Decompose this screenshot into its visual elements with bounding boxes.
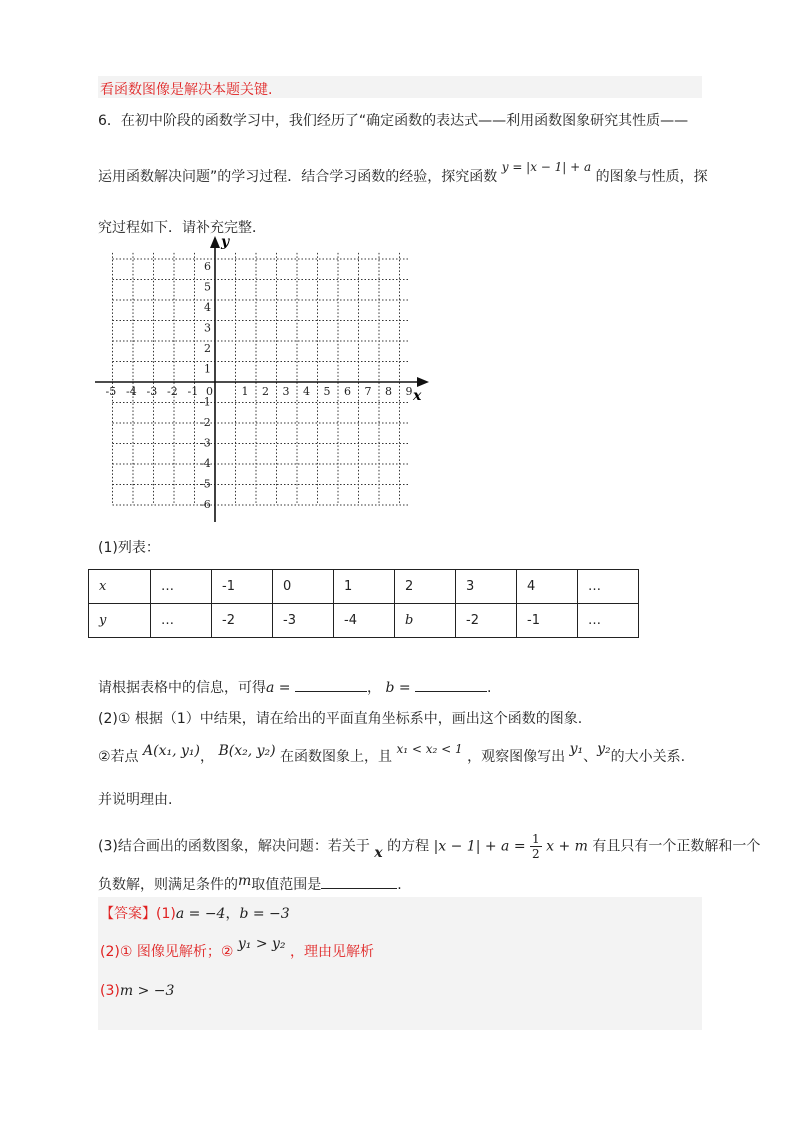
value-table [88, 569, 639, 638]
x-axis-label: x [413, 388, 422, 404]
part3-line-1 [98, 832, 760, 861]
point-b: B(x₂, y₂) [218, 743, 276, 759]
answer-1 [100, 903, 290, 923]
table-cell: -2 [456, 604, 517, 638]
part1-question-text: 请根据表格中的信息，可得 [98, 680, 266, 696]
part3-line-2 [98, 874, 402, 894]
intro-note: 看函数图像是解决本题关键. [100, 82, 273, 98]
period: . [487, 680, 492, 696]
intro-note-band [98, 76, 702, 98]
fraction-one-half [530, 832, 542, 861]
problem-line-2 [98, 160, 708, 186]
y2-symbol: y₂ [597, 741, 611, 757]
y-tick-label: 3 [204, 321, 211, 335]
part1-question [98, 677, 492, 697]
condition-expression: x₁ < x₂ < 1 [396, 742, 463, 756]
x-tick-label: 9 [405, 385, 413, 398]
y-axis-label: y [221, 234, 230, 250]
problem-line-3: 究过程如下．请补充完整． [98, 220, 266, 236]
part2-q2 [98, 741, 686, 766]
answer-3-label: (3) [100, 983, 120, 999]
x-tick-label: -2 [167, 385, 178, 398]
y-tick-label: 5 [204, 280, 211, 294]
point-a: A(x₁, y₁) [143, 743, 200, 759]
blank-b[interactable] [415, 678, 487, 692]
table-cell: -3 [273, 604, 334, 638]
problem-number: 6． [98, 113, 121, 129]
a-expression: a = [266, 680, 291, 696]
x-tick-label: 4 [303, 385, 310, 398]
problem-text-2a: 运用函数解决问题”的学习过程．结合学习函数的经验，探究函数 [98, 169, 498, 185]
x-tick-label: 5 [323, 385, 331, 398]
table-cell: 0 [273, 570, 334, 604]
answer-tag: 【答案】 [100, 906, 156, 922]
y-tick-label: -2 [200, 416, 211, 429]
part2-q1: (2)① 根据（1）中结果，请在给出的平面直角坐标系中，画出这个函数的图象. [98, 711, 583, 727]
y-axis-arrow [210, 236, 220, 248]
function-expression: y = |x − 1| + a [501, 160, 592, 174]
var-m: m [238, 873, 252, 889]
part2-q2-reason: 并说明理由. [98, 792, 173, 808]
answer-2-label: (2) [100, 944, 120, 960]
table-cell: 3 [456, 570, 517, 604]
table-cell: y [89, 604, 151, 638]
q2-text-d: 的大小关系. [610, 749, 686, 765]
x-tick-label: 8 [385, 385, 392, 398]
answer-2 [100, 936, 374, 961]
table-cell: … [578, 604, 639, 638]
comma: ， [199, 749, 214, 765]
table-row-x [89, 570, 639, 604]
tick-labels [106, 260, 413, 511]
answer-3-expression: m > −3 [119, 983, 175, 999]
q2-text-c: ，观察图像写出 [467, 749, 566, 765]
part3-text-b: 的方程 [387, 838, 430, 855]
table-cell: -4 [334, 604, 395, 638]
table-cell: … [151, 570, 212, 604]
table-cell: x [89, 570, 151, 604]
fraction-denominator: 2 [532, 847, 540, 861]
x-axis-arrow [417, 377, 429, 387]
x-tick-label: -4 [126, 385, 137, 398]
problem-line-1 [98, 110, 688, 130]
var-x: x [374, 844, 383, 861]
y-tick-label: 1 [204, 362, 211, 376]
part3-text-e: 取值范围是 [251, 877, 322, 893]
answer-2-expression: y₁ > y₂ [237, 936, 286, 952]
table-cell: … [578, 570, 639, 604]
table-cell: -2 [212, 604, 273, 638]
blank-m-range[interactable] [321, 875, 397, 889]
part3-period: . [397, 877, 402, 893]
grid-lines [113, 253, 410, 505]
x-tick-label: 0 [206, 385, 213, 398]
y-tick-label: -1 [200, 395, 211, 409]
y-tick-label: 6 [204, 260, 211, 273]
part1-label: (1)列表： [98, 540, 160, 556]
equation-left: |x − 1| + a = [433, 838, 526, 855]
y-tick-label: -6 [200, 498, 211, 511]
separator: ， [366, 680, 381, 696]
x-tick-label: -1 [187, 385, 199, 398]
x-tick-label: 7 [364, 385, 372, 398]
fraction-numerator: 1 [532, 832, 540, 846]
y-tick-label: -4 [200, 457, 211, 470]
y-tick-label: -3 [200, 436, 211, 450]
x-tick-label: -5 [105, 385, 117, 398]
y1-symbol: y₁ [569, 741, 584, 757]
part3-text-d: 负数解，则满足条件的 [98, 877, 238, 893]
answer-b-value: b = −3 [239, 906, 290, 922]
table-cell: -1 [517, 604, 578, 638]
axes [95, 234, 429, 522]
x-tick-label: 1 [241, 385, 249, 398]
problem-text-1: 在初中阶段的函数学习中，我们经历了“确定函数的表达式——利用函数图象研究其性质—— [120, 113, 689, 129]
table-cell: 1 [334, 570, 395, 604]
answer-box [98, 897, 702, 1030]
y-tick-label: 4 [204, 301, 211, 314]
answer-2-text-2: ，理由见解析 [290, 944, 374, 960]
table-cell: … [151, 604, 212, 638]
answer-1-label: (1) [156, 906, 176, 922]
answer-3 [100, 983, 174, 999]
x-tick-label: 6 [344, 385, 351, 398]
x-tick-label: 3 [282, 385, 290, 398]
table-cell: 2 [395, 570, 456, 604]
part3-text-c: 有且只有一个正数解和一个 [592, 838, 761, 855]
table-cell: -1 [212, 570, 273, 604]
answer-a-value: a = −4 [175, 906, 226, 922]
table-cell: 4 [517, 570, 578, 604]
equation-right: x + m [546, 838, 588, 855]
q2-text-b: 在函数图象上，且 [280, 749, 393, 765]
x-tick-label: -3 [146, 385, 158, 398]
x-tick-label: 2 [262, 385, 269, 398]
answer-2-text-1: ① 图像见解析；② [119, 944, 234, 960]
part3-text-a: (3)结合画出的函数图象，解决问题：若关于 [98, 838, 370, 855]
coordinate-grid [95, 232, 430, 524]
enum-comma: 、 [583, 749, 598, 765]
table-row-y [89, 604, 639, 638]
q2-text-a: ②若点 [98, 749, 139, 765]
blank-a[interactable] [295, 678, 367, 692]
b-expression: b = [385, 680, 411, 696]
problem-text-2b: 的图象与性质，探 [595, 169, 708, 185]
table-cell: b [395, 604, 456, 638]
answer-sep: ， [225, 906, 240, 922]
y-tick-label: -5 [200, 477, 211, 491]
y-tick-label: 2 [204, 342, 211, 355]
